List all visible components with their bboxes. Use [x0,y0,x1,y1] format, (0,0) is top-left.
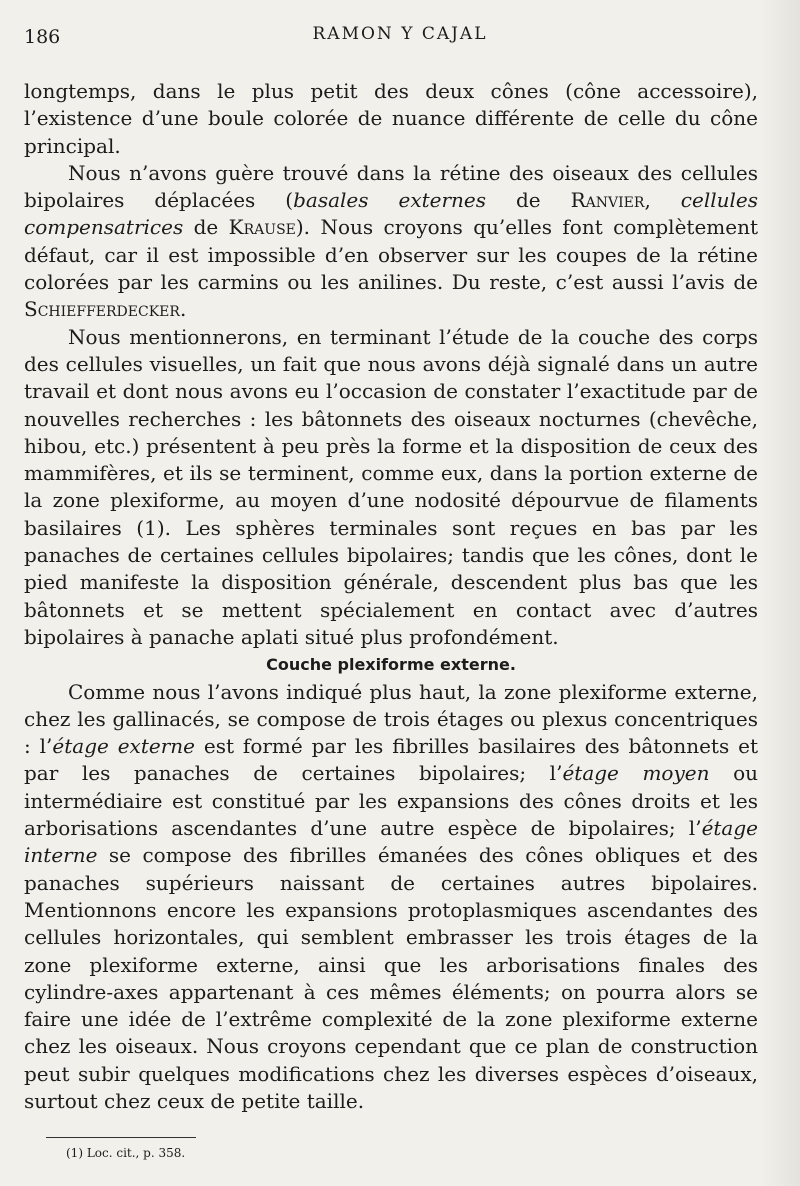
paragraph-text: longtemps, dans le plus petit des deux cônes (cône accessoire), l’existence d’une boule colorée de nuance différente de celle du cône principal. [24,79,758,158]
paragraph-nocturnal-birds [24,324,758,652]
italic-term: étage externe [52,734,195,759]
running-title: RAMON Y CAJAL [312,24,488,44]
body-text [24,78,758,1115]
text-run: se compose des fibrilles émanées des cônes obliques et des panaches supérieurs naissant de certaines autres bipolaires. Mentionnons encore les expansions protoplasmiques ascendantes des cellules horizontales, qui semblent embrasser les trois étages de la zone plexiforme externe, ainsi que les arborisations finales des cylindre-axes appartenant à ces mêmes éléments; on pourra alors se faire une idée de l’extrême complexité de la zone plexiforme externe chez les oiseaux. Nous croyons cependant que ce plan de construction peut subir quelques modifications chez les diverses espèces d’oiseaux, surtout chez ceux de petite taille. [24,843,758,1113]
paragraph-text: Nous mentionnerons, en terminant l’étude de la couche des corps des cellules visuelles, un fait que nous avons déjà signalé dans un autre travail et dont nous avons eu l’occasion de constater l’exactitude par de nouvelles recherches : les bâtonnets des oiseaux nocturnes (chevêche, hibou, etc.) présentent à peu près la forme et la disposition de ceux des mammifères, et ils se terminent, comme eux, dans la portion externe de la zone plexiforme, au moyen d’une nodosité dépourvue de filaments basilaires (1). Les sphères terminales sont reçues en bas par les panaches de certaines cellules bipolaires; tandis que les cônes, dont le pied manifeste la disposition générale, descendent plus bas que les bâtonnets et se mettent spécialement en contact avec d’autres bipolaires à panache aplati situé plus profondément. [24,324,758,649]
author-name: Krause [228,215,296,240]
italic-term: étage interne [24,816,758,868]
author-name: Ranvier [570,188,645,213]
page-header [0,22,800,52]
text-run: de [486,188,571,213]
text-run: ). Nous croyons qu’elles font complètement défaut, car il est impossible d’en observer sur les coupes de la rétine colorées par les carmins ou les anilines. Du reste, c’est aussi l’avis de [24,215,758,295]
text-run: Comme nous l’avons indiqué plus haut, la zone plexiforme externe, chez les gallinacés, se compose de trois étages ou plexus concentriques : l’ [24,679,758,759]
text-run: , [644,188,681,213]
footnote: (1) Loc. cit., p. 358. [66,1146,186,1160]
italic-term: basales externes [293,188,487,213]
page-edge-shadow [760,0,800,1186]
italic-term: cellules compensatrices [24,188,759,240]
italic-term: étage moyen [562,761,710,786]
author-name: Schiefferdecker [24,297,180,322]
footnote-divider [46,1137,196,1138]
section-heading: Couche plexiforme externe. [266,655,516,675]
text-run: de [183,215,229,240]
paragraph-bipolar-cells [24,160,758,324]
text-run: ou intermédiaire est constitué par les expansions des cônes droits et les arborisations ascendantes d’une autre espèce de bipolaires; l’ [24,761,758,841]
text-run: Nous n’avons guère trouvé dans la rétine des oiseaux des cellules bipolaires déplacées ( [24,160,758,213]
page-number: 186 [24,26,61,48]
text-run: . [179,297,187,322]
text-run: est formé par les fibrilles basilaires des bâtonnets et par les panaches de certaines bipolaires; l’ [24,734,758,786]
paragraph-continuation [24,78,758,160]
paragraph-plexiform-layer [24,679,758,1116]
